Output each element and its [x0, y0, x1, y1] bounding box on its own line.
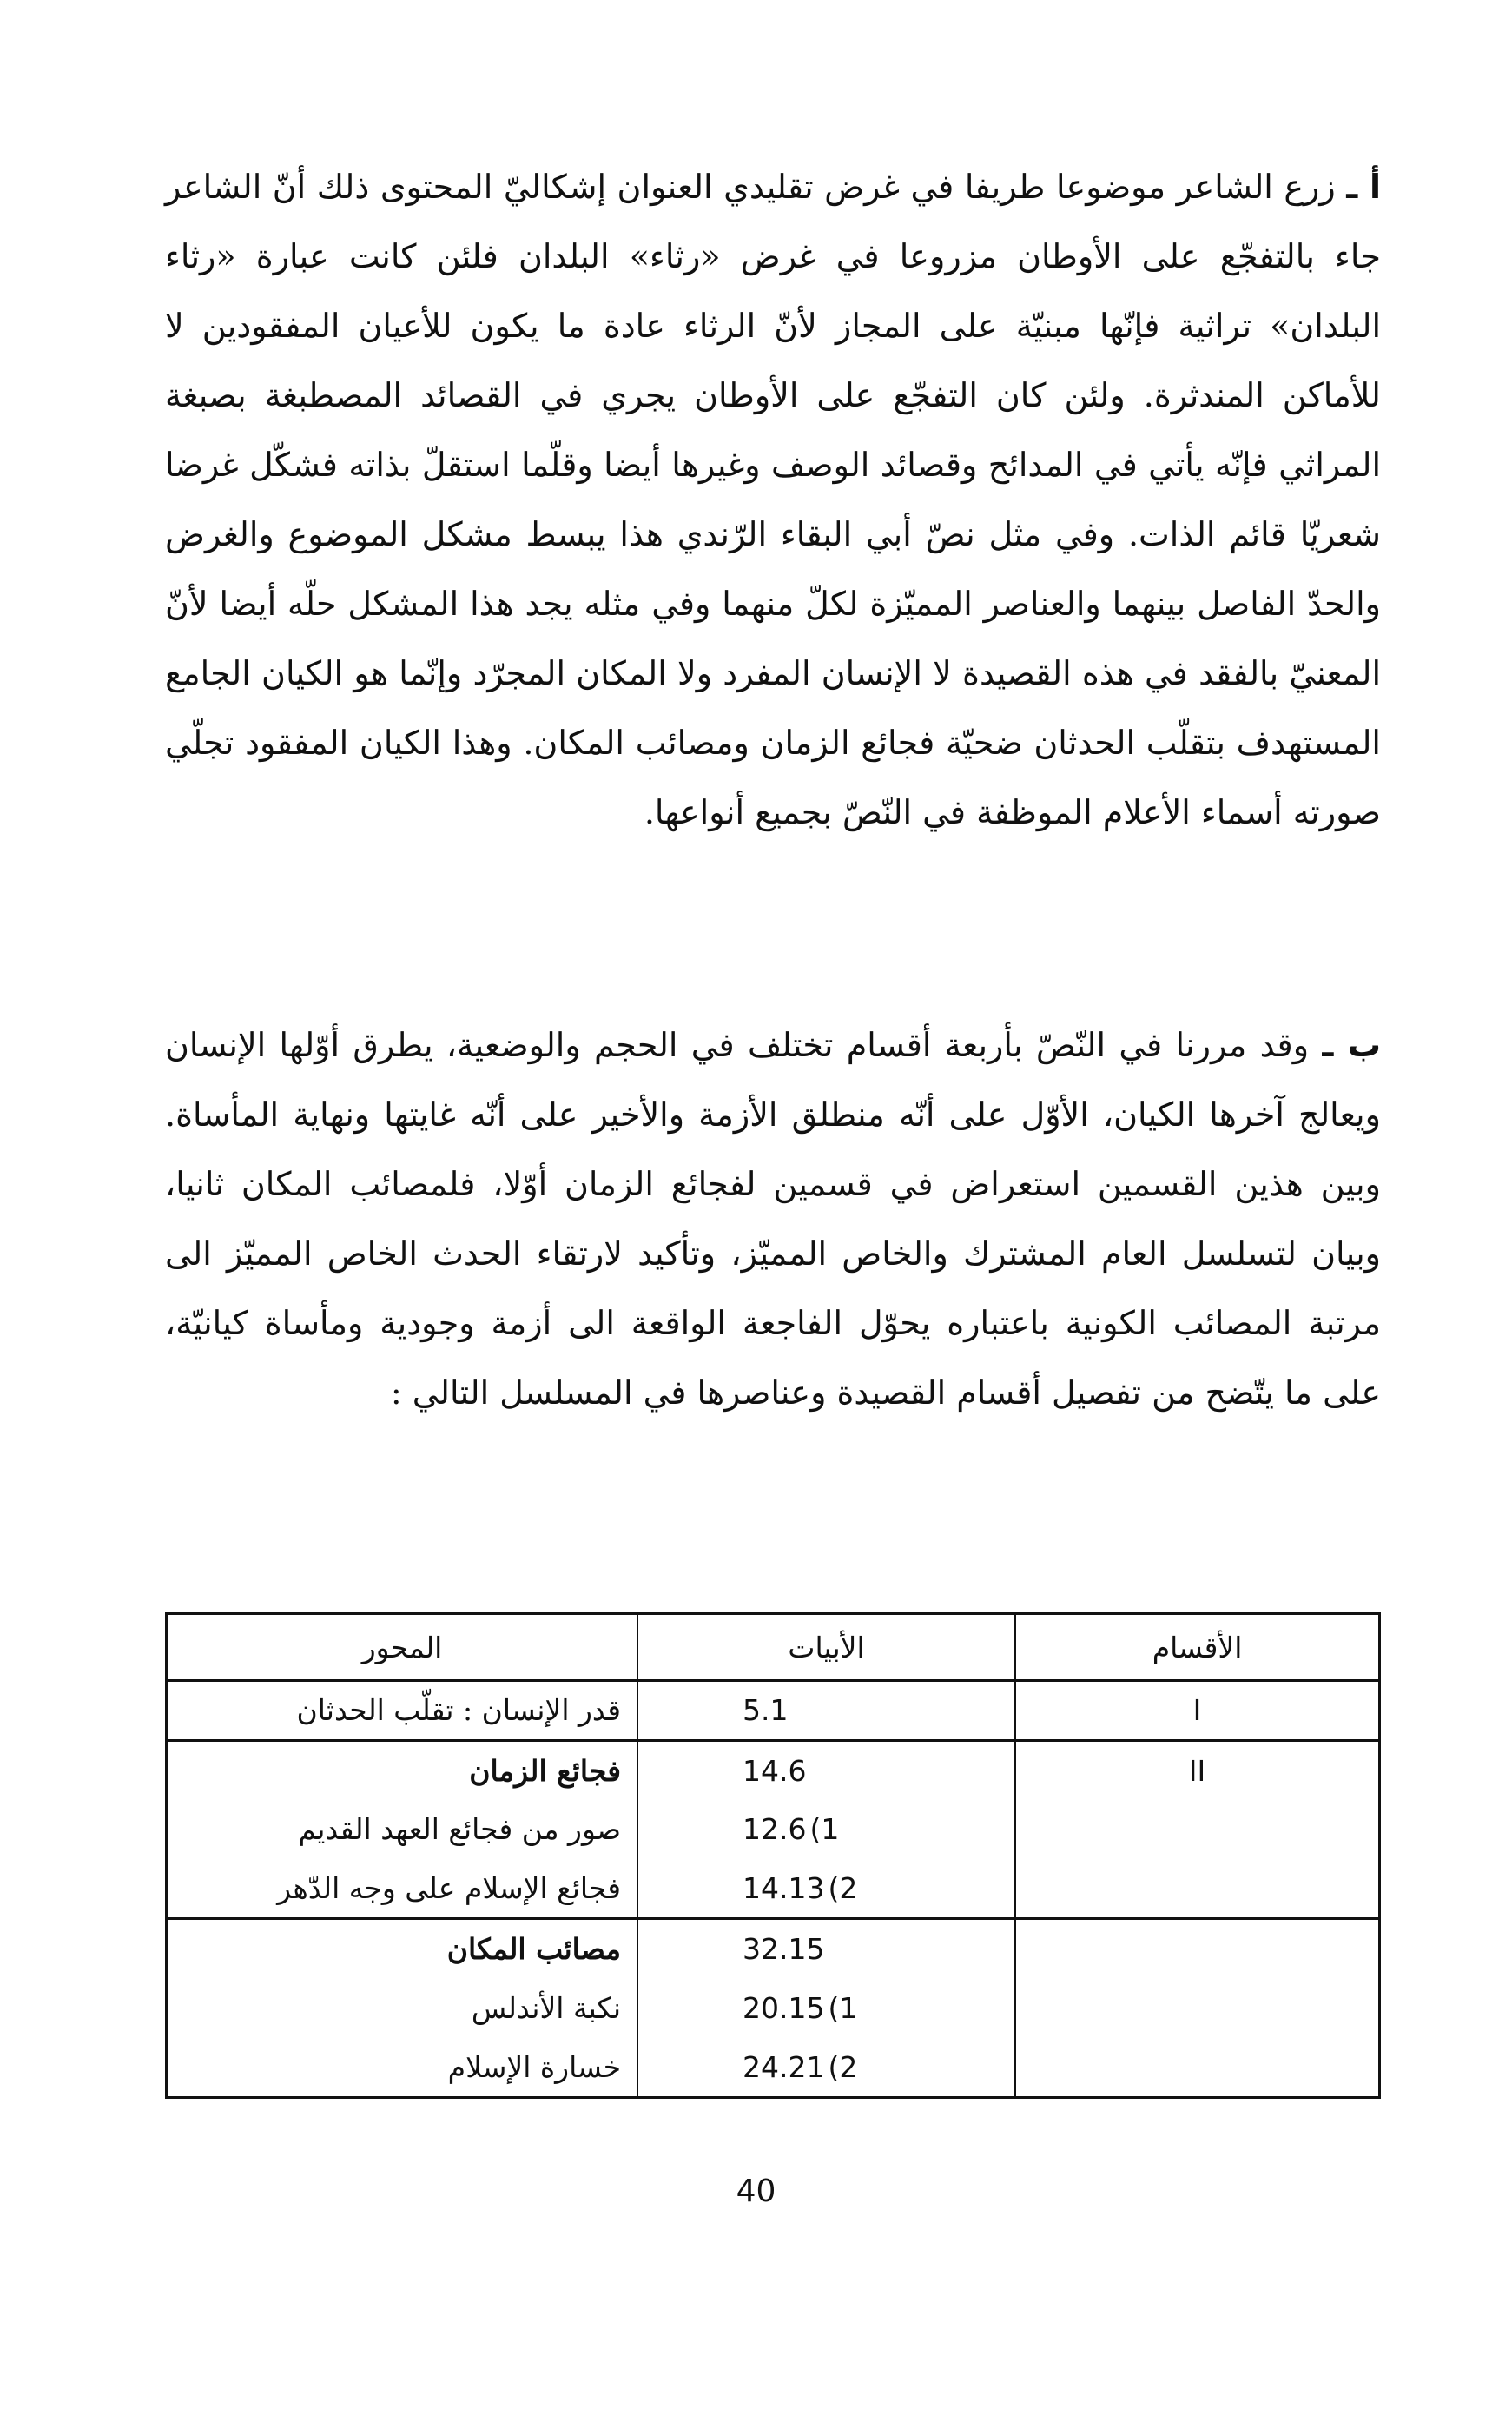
cell-axis: فجائع الإسلام على وجه الدّهر	[167, 1859, 638, 1919]
cell-axis: قدر الإنسان : تقلّب الحدثان	[167, 1681, 638, 1741]
cell-axis: مصائب المكان	[167, 1919, 638, 1979]
page-number: 40	[736, 2174, 776, 2209]
table-row	[167, 1800, 1380, 1860]
subsection-number: (1	[809, 1812, 840, 1847]
table-row	[167, 1978, 1380, 2038]
table-row	[167, 1919, 1380, 1979]
table-header-row	[167, 1614, 1380, 1681]
sections-table	[165, 1612, 1381, 2099]
paragraph-b-label: ب ـ	[1322, 1026, 1382, 1064]
cell-axis: فجائع الزمان	[167, 1740, 638, 1800]
subsection-number: (2	[828, 2049, 858, 2084]
cell-section	[1015, 2038, 1379, 2098]
table-row	[167, 1859, 1380, 1919]
verses-range: 20.15	[743, 1991, 825, 2026]
verses-range: 14.6	[743, 1753, 807, 1788]
cell-verses	[637, 1800, 1015, 1860]
cell-section	[1015, 1800, 1379, 1860]
cell-section: I	[1015, 1681, 1379, 1741]
verses-range: 24.21	[743, 2049, 825, 2084]
verses-range: 14.13	[743, 1871, 825, 1906]
cell-section	[1015, 1978, 1379, 2038]
table-row	[167, 1740, 1380, 1800]
cell-axis: نكبة الأندلس	[167, 1978, 638, 2038]
subsection-number: (2	[828, 1871, 858, 1906]
table-row	[167, 2038, 1380, 2098]
paragraph-a-text: زرع الشاعر موضوعا طريفا في غرض تقليدي العنوان إشكاليّ المحتوى ذلك أنّ الشاعر جاء بالتفجّع على الأوطان مزروعا في غرض «رثاء» البلدان فلئن كانت عبارة «رثاء البلدان» تراثية فإنّها مبنيّة على المجاز لأنّ الرثاء عادة ما يكون للأعيان المفقودين لا للأماكن المندثرة. ولئن كان التفجّع على الأوطان يجري في القصائد المصطبغة بصبغة المراثي فإنّه يأتي في المدائح وقصائد الوصف وغيرها أيضا وقلّما استقلّ بذاته فشكّل غرضا شعريّا قائم الذات. وفي مثل نصّ أبي البقاء الرّندي هذا يبسط مشكل الموضوع والغرض والحدّ الفاصل بينهما والعناصر المميّزة لكلّ منهما وفي مثله يجد هذا المشكل حلّه أيضا لأنّ المعنيّ بالفقد في هذه القصيدة لا الإنسان المفرد ولا المكان المجرّد وإنّما هو الكيان الجامع المستهدف بتقلّب الحدثان ضحيّة فجائع الزمان ومصائب المكان. وهذا الكيان المفقود تجلّي صورته أسماء الأعلام الموظفة في النّصّ بجميع أنواعها.	[165, 168, 1381, 831]
cell-verses	[637, 2038, 1015, 2098]
cell-verses	[637, 1978, 1015, 2038]
cell-section	[1015, 1919, 1379, 1979]
subsection-number: (1	[828, 1991, 858, 2026]
table-row	[167, 1681, 1380, 1741]
verses-range: 12.6	[743, 1812, 807, 1847]
paragraph-b	[165, 1010, 1381, 1427]
cell-axis: خسارة الإسلام	[167, 2038, 638, 2098]
cell-verses	[637, 1919, 1015, 1979]
verses-range: 5.1	[743, 1693, 789, 1728]
header-verses: الأبيات	[637, 1614, 1015, 1681]
table-body	[167, 1681, 1380, 2098]
cell-axis: صور من فجائع العهد القديم	[167, 1800, 638, 1860]
cell-verses	[637, 1740, 1015, 1800]
verses-range: 32.15	[743, 1932, 825, 1967]
cell-section: II	[1015, 1740, 1379, 1800]
header-axis: المحور	[167, 1614, 638, 1681]
header-sections: الأقسام	[1015, 1614, 1379, 1681]
cell-section	[1015, 1859, 1379, 1919]
paragraph-a-label: أ ـ	[1346, 168, 1381, 206]
cell-verses	[637, 1859, 1015, 1919]
paragraph-b-text: وقد مررنا في النّصّ بأربعة أقسام تختلف في الحجم والوضعية، يطرق أوّلها الإنسان ويعالج آخرها الكيان، الأوّل على أنّه منطلق الأزمة والأخير على أنّه غايتها ونهاية المأساة. وبين هذين القسمين استعراض في قسمين لفجائع الزمان أوّلا، فلمصائب المكان ثانيا، وبيان لتسلسل العام المشترك والخاص المميّز، وتأكيد لارتقاء الحدث الخاص المميّز الى مرتبة المصائب الكونية باعتباره يحوّل الفاجعة الواقعة الى أزمة وجودية ومأساة كيانيّة، على ما يتّضح من تفصيل أقسام القصيدة وعناصرها في المسلسل التالي :	[165, 1026, 1381, 1412]
cell-verses	[637, 1681, 1015, 1741]
paragraph-a	[165, 152, 1381, 847]
